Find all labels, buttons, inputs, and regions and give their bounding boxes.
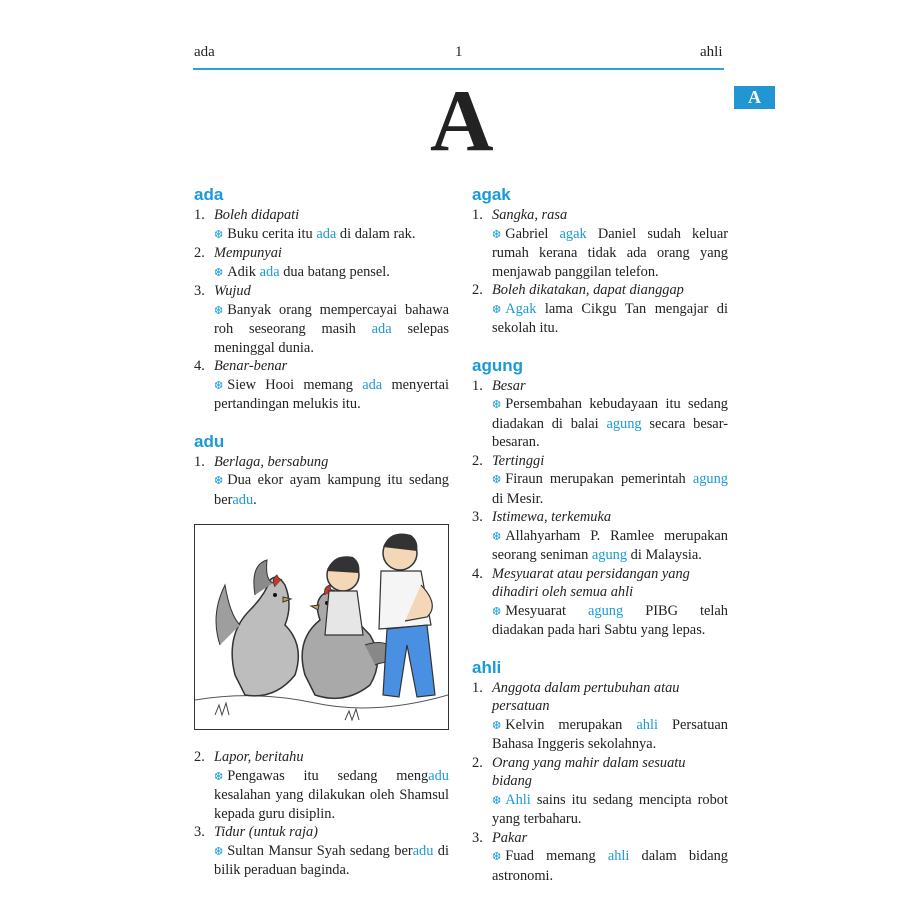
example-text: dua batang pensel. [279, 263, 390, 280]
snowflake-bullet-icon: ❆ [492, 851, 502, 863]
example-text: di Mesir. [492, 490, 544, 507]
highlighted-headword: ahli [607, 848, 630, 864]
sense-definition: Berlaga, bersabung [214, 453, 329, 470]
example-text: Daniel sudah keluar rumah kerana tidak ada orang yang menjawab panggilan telefon. [492, 225, 728, 280]
sense-row [194, 823, 449, 842]
sense-definition: Tertinggi [492, 452, 545, 469]
sense-row [472, 754, 728, 791]
sense-row [194, 357, 449, 376]
sense-number: 2. [472, 282, 483, 298]
example-text: Persembahan kebudayaan itu sedang diadakan di balai [492, 396, 728, 432]
sense-definition: Tidur (untuk raja) [214, 824, 318, 840]
sense-number: 1. [472, 377, 483, 394]
sense-row [472, 206, 728, 225]
sense-row [194, 748, 449, 767]
sense-definition: Boleh dikatakan, dapat dianggap [492, 282, 684, 298]
example-sentence [472, 225, 728, 282]
example-sentence [194, 471, 449, 509]
highlighted-headword: agak [559, 225, 587, 242]
highlighted-headword: agung [606, 415, 642, 432]
example-text: selepas meninggal dunia. [214, 321, 450, 356]
example-text: Firaun merupakan pemerintah [505, 471, 693, 487]
example-text: Buku cerita itu [227, 225, 317, 242]
snowflake-bullet-icon: ❆ [214, 228, 224, 241]
highlighted-headword: adu [428, 767, 449, 784]
thumb-index-tab[interactable]: A [734, 86, 775, 109]
sense-definition: Benar-benar [214, 358, 288, 374]
example-sentence [472, 791, 728, 829]
example-text: Adik [227, 263, 260, 280]
sense-definition: Boleh didapati [214, 207, 300, 223]
sense-row [472, 377, 728, 396]
sense-number: 1. [472, 207, 483, 223]
sense-definition: Besar [492, 377, 526, 394]
example-text: Siew Hooi memang [227, 376, 363, 393]
example-text: di bilik peraduan baginda. [214, 842, 449, 878]
highlighted-headword: adu [232, 491, 254, 508]
sense-definition: Istimewa, terkemuka [492, 509, 612, 525]
entry-agak [472, 184, 728, 338]
snowflake-bullet-icon: ❆ [492, 719, 502, 732]
example-text: Sultan Mansur Syah sedang ber [227, 842, 413, 859]
example-text: Fuad memang [505, 848, 608, 864]
example-text: Mesyuarat [505, 602, 588, 619]
sense-row [472, 829, 728, 848]
example-sentence [194, 225, 449, 245]
sense-definition: Pakar [492, 829, 528, 846]
example-text: kesalahan yang dilakukan oleh Shamsul kepada guru disiplin. [214, 787, 449, 822]
example-text: lama Cikgu Tan mengajar di sekolah itu. [492, 300, 728, 336]
example-sentence [194, 767, 449, 824]
sense-number: 3. [194, 824, 205, 840]
entry-adu [194, 431, 449, 880]
right-column [472, 184, 728, 885]
highlighted-headword: ada [316, 225, 337, 242]
example-sentence [472, 470, 728, 508]
example-sentence [472, 847, 728, 885]
example-text: di Malaysia. [627, 547, 702, 563]
example-text: PIBG telah diadakan pada hari Sabtu yang lepas. [492, 602, 728, 638]
snowflake-bullet-icon: ❆ [214, 379, 224, 392]
snowflake-bullet-icon: ❆ [214, 304, 224, 317]
highlighted-headword: ada [259, 263, 280, 280]
highlighted-headword: adu [412, 842, 434, 859]
highlighted-headword: agung [692, 471, 728, 487]
example-text: Pengawas itu sedang meng [227, 767, 429, 784]
header-rule [193, 68, 724, 70]
entry-ada [194, 184, 449, 414]
snowflake-bullet-icon: ❆ [214, 266, 224, 279]
snowflake-bullet-icon: ❆ [492, 605, 502, 618]
entry-agung [472, 355, 728, 640]
sense-row [472, 452, 728, 471]
sense-number: 3. [472, 829, 483, 846]
highlighted-headword: Ahli [505, 791, 531, 808]
snowflake-bullet-icon: ❆ [492, 399, 502, 411]
example-sentence [472, 602, 728, 640]
sense-row [194, 453, 449, 472]
sense-number: 1. [194, 207, 205, 223]
entry-ahli [472, 657, 728, 886]
snowflake-bullet-icon: ❆ [214, 475, 224, 487]
snowflake-bullet-icon: ❆ [492, 794, 502, 807]
sense-row [472, 679, 728, 716]
sense-row [194, 206, 449, 225]
example-text: Allahyarham P. Ramlee merupakan seorang seniman [492, 527, 728, 563]
headword: ahli [472, 657, 502, 677]
example-text: Gabriel [505, 225, 560, 242]
example-sentence [472, 395, 728, 452]
highlighted-headword: agung [588, 602, 624, 619]
example-sentence [194, 263, 449, 283]
section-letter: A [430, 73, 494, 170]
example-text: sains itu sedang mencipta robot yang terbaharu. [492, 791, 728, 827]
sense-number: 3. [194, 283, 205, 299]
sense-definition: Mesyuarat atau persidangan yang dihadiri oleh semua ahli [492, 565, 690, 600]
sense-definition: Mempunyai [214, 245, 282, 261]
illustration-cockfight [194, 524, 449, 730]
sense-definition: Orang yang mahir dalam sesuatu bidang [492, 754, 686, 789]
sense-number: 4. [472, 565, 483, 582]
highlighted-headword: Agak [505, 300, 537, 317]
example-sentence [472, 527, 728, 565]
snowflake-bullet-icon: ❆ [492, 530, 502, 543]
example-text: di dalam rak. [336, 225, 416, 242]
highlighted-headword: ada [371, 321, 392, 337]
sense-number: 2. [472, 754, 483, 771]
example-sentence [472, 716, 728, 754]
example-sentence [472, 300, 728, 338]
example-text: dalam bidang astronomi. [492, 848, 728, 884]
example-sentence [194, 376, 449, 414]
example-text: Kelvin merupakan [505, 716, 637, 733]
headword: adu [194, 431, 225, 451]
sense-row [194, 244, 449, 263]
cockfight-illustration-icon [195, 525, 448, 729]
sense-number: 2. [472, 452, 483, 469]
page-number: 1 [455, 44, 463, 60]
running-head-right: ahli [700, 44, 723, 60]
headword: agak [472, 185, 511, 204]
sense-row [472, 565, 728, 602]
sense-definition: Sangka, rasa [492, 207, 568, 223]
sense-definition: Wujud [214, 283, 251, 299]
sense-number: 4. [194, 358, 205, 374]
example-text: menyertai pertandingan melukis itu. [214, 376, 449, 412]
sense-number: 2. [194, 245, 205, 261]
sense-definition: Lapor, beritahu [214, 749, 304, 765]
sense-row [472, 281, 728, 300]
example-text: . [253, 491, 257, 508]
example-text: Banyak orang mempercayai bahawa roh seseorang masih [214, 301, 449, 337]
sense-number: 2. [194, 749, 205, 765]
sense-row [472, 508, 728, 527]
headword: agung [472, 355, 523, 375]
example-text: Dua ekor ayam kampung itu sedang ber [214, 472, 449, 508]
headword: ada [194, 185, 224, 204]
running-head-left: ada [194, 44, 215, 60]
sense-number: 1. [472, 679, 483, 696]
snowflake-bullet-icon: ❆ [492, 474, 502, 486]
highlighted-headword: ada [362, 376, 383, 393]
sense-number: 1. [194, 453, 205, 470]
example-sentence [194, 301, 449, 358]
highlighted-headword: agung [591, 547, 628, 563]
example-text: secara besar-besaran. [492, 415, 728, 450]
sense-definition: Anggota dalam pertubuhan atau persatuan [492, 679, 680, 714]
snowflake-bullet-icon: ❆ [492, 303, 502, 316]
sense-row [194, 282, 449, 301]
snowflake-bullet-icon: ❆ [214, 770, 224, 783]
sense-number: 3. [472, 509, 483, 525]
example-text: Persatuan Bahasa Inggeris sekolahnya. [492, 716, 728, 752]
highlighted-headword: ahli [636, 716, 658, 733]
snowflake-bullet-icon: ❆ [214, 845, 224, 858]
example-sentence [194, 842, 449, 880]
snowflake-bullet-icon: ❆ [492, 228, 502, 241]
left-column [194, 184, 449, 880]
